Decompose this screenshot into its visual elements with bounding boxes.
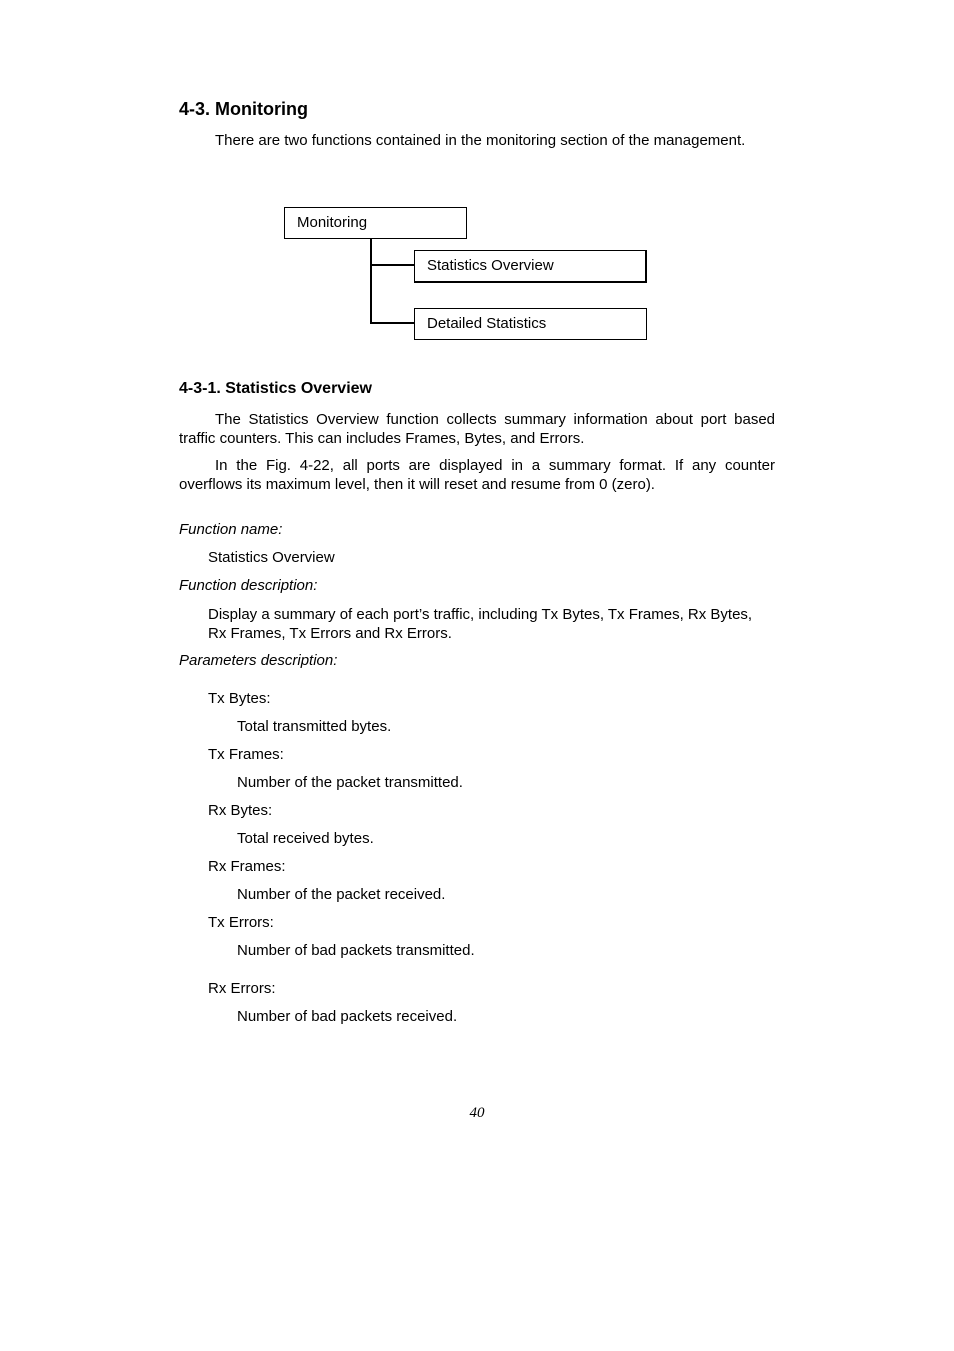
diagram-child-box-1: Statistics Overview xyxy=(414,250,647,283)
subsection-paragraph-2: In the Fig. 4-22, all ports are displayed in a summary format. If any counter overflows its maximum level, then it will reset and resume from 0 (zero). xyxy=(179,457,775,493)
function-description-label: Function description: xyxy=(179,577,318,594)
param-description: Number of the packet transmitted. xyxy=(237,774,463,791)
param-description: Number of bad packets received. xyxy=(237,1008,458,1025)
param-name: Tx Frames: xyxy=(208,746,284,763)
function-description-value: Display a summary of each port’s traffic, including Tx Bytes, Tx Frames, Rx Bytes, Rx Frames, Tx Errors and Rx Errors. xyxy=(208,606,753,642)
diagram-connector-branch-1 xyxy=(370,264,415,266)
diagram-connector-vertical xyxy=(370,239,372,324)
param-name: Rx Errors: xyxy=(208,980,276,997)
parameters-description-label: Parameters description: xyxy=(179,652,338,669)
diagram-connector-branch-2 xyxy=(370,322,415,324)
param-name: Rx Bytes: xyxy=(208,802,273,819)
param-description: Number of the packet received. xyxy=(237,886,446,903)
param-name: Tx Errors: xyxy=(208,914,274,931)
section-intro: There are two functions contained in the monitoring section of the management. xyxy=(215,132,746,149)
function-name-label: Function name: xyxy=(179,521,283,538)
function-name-value: Statistics Overview xyxy=(208,549,335,566)
param-description: Total received bytes. xyxy=(237,830,374,847)
subsection-title: 4-3-1. Statistics Overview xyxy=(179,380,372,397)
param-description: Total transmitted bytes. xyxy=(237,718,392,735)
page-number: 40 xyxy=(469,1105,485,1121)
section-title: 4-3. Monitoring xyxy=(179,99,308,119)
param-description: Number of bad packets transmitted. xyxy=(237,942,475,959)
param-name: Tx Bytes: xyxy=(208,690,271,707)
diagram-root-box: Monitoring xyxy=(284,207,467,239)
diagram-child-box-2: Detailed Statistics xyxy=(414,308,647,340)
param-name: Rx Frames: xyxy=(208,858,286,875)
subsection-paragraph-1: The Statistics Overview function collects summary information about port based traffic counters. This can includes Frames, Bytes, and Errors. xyxy=(179,411,775,447)
